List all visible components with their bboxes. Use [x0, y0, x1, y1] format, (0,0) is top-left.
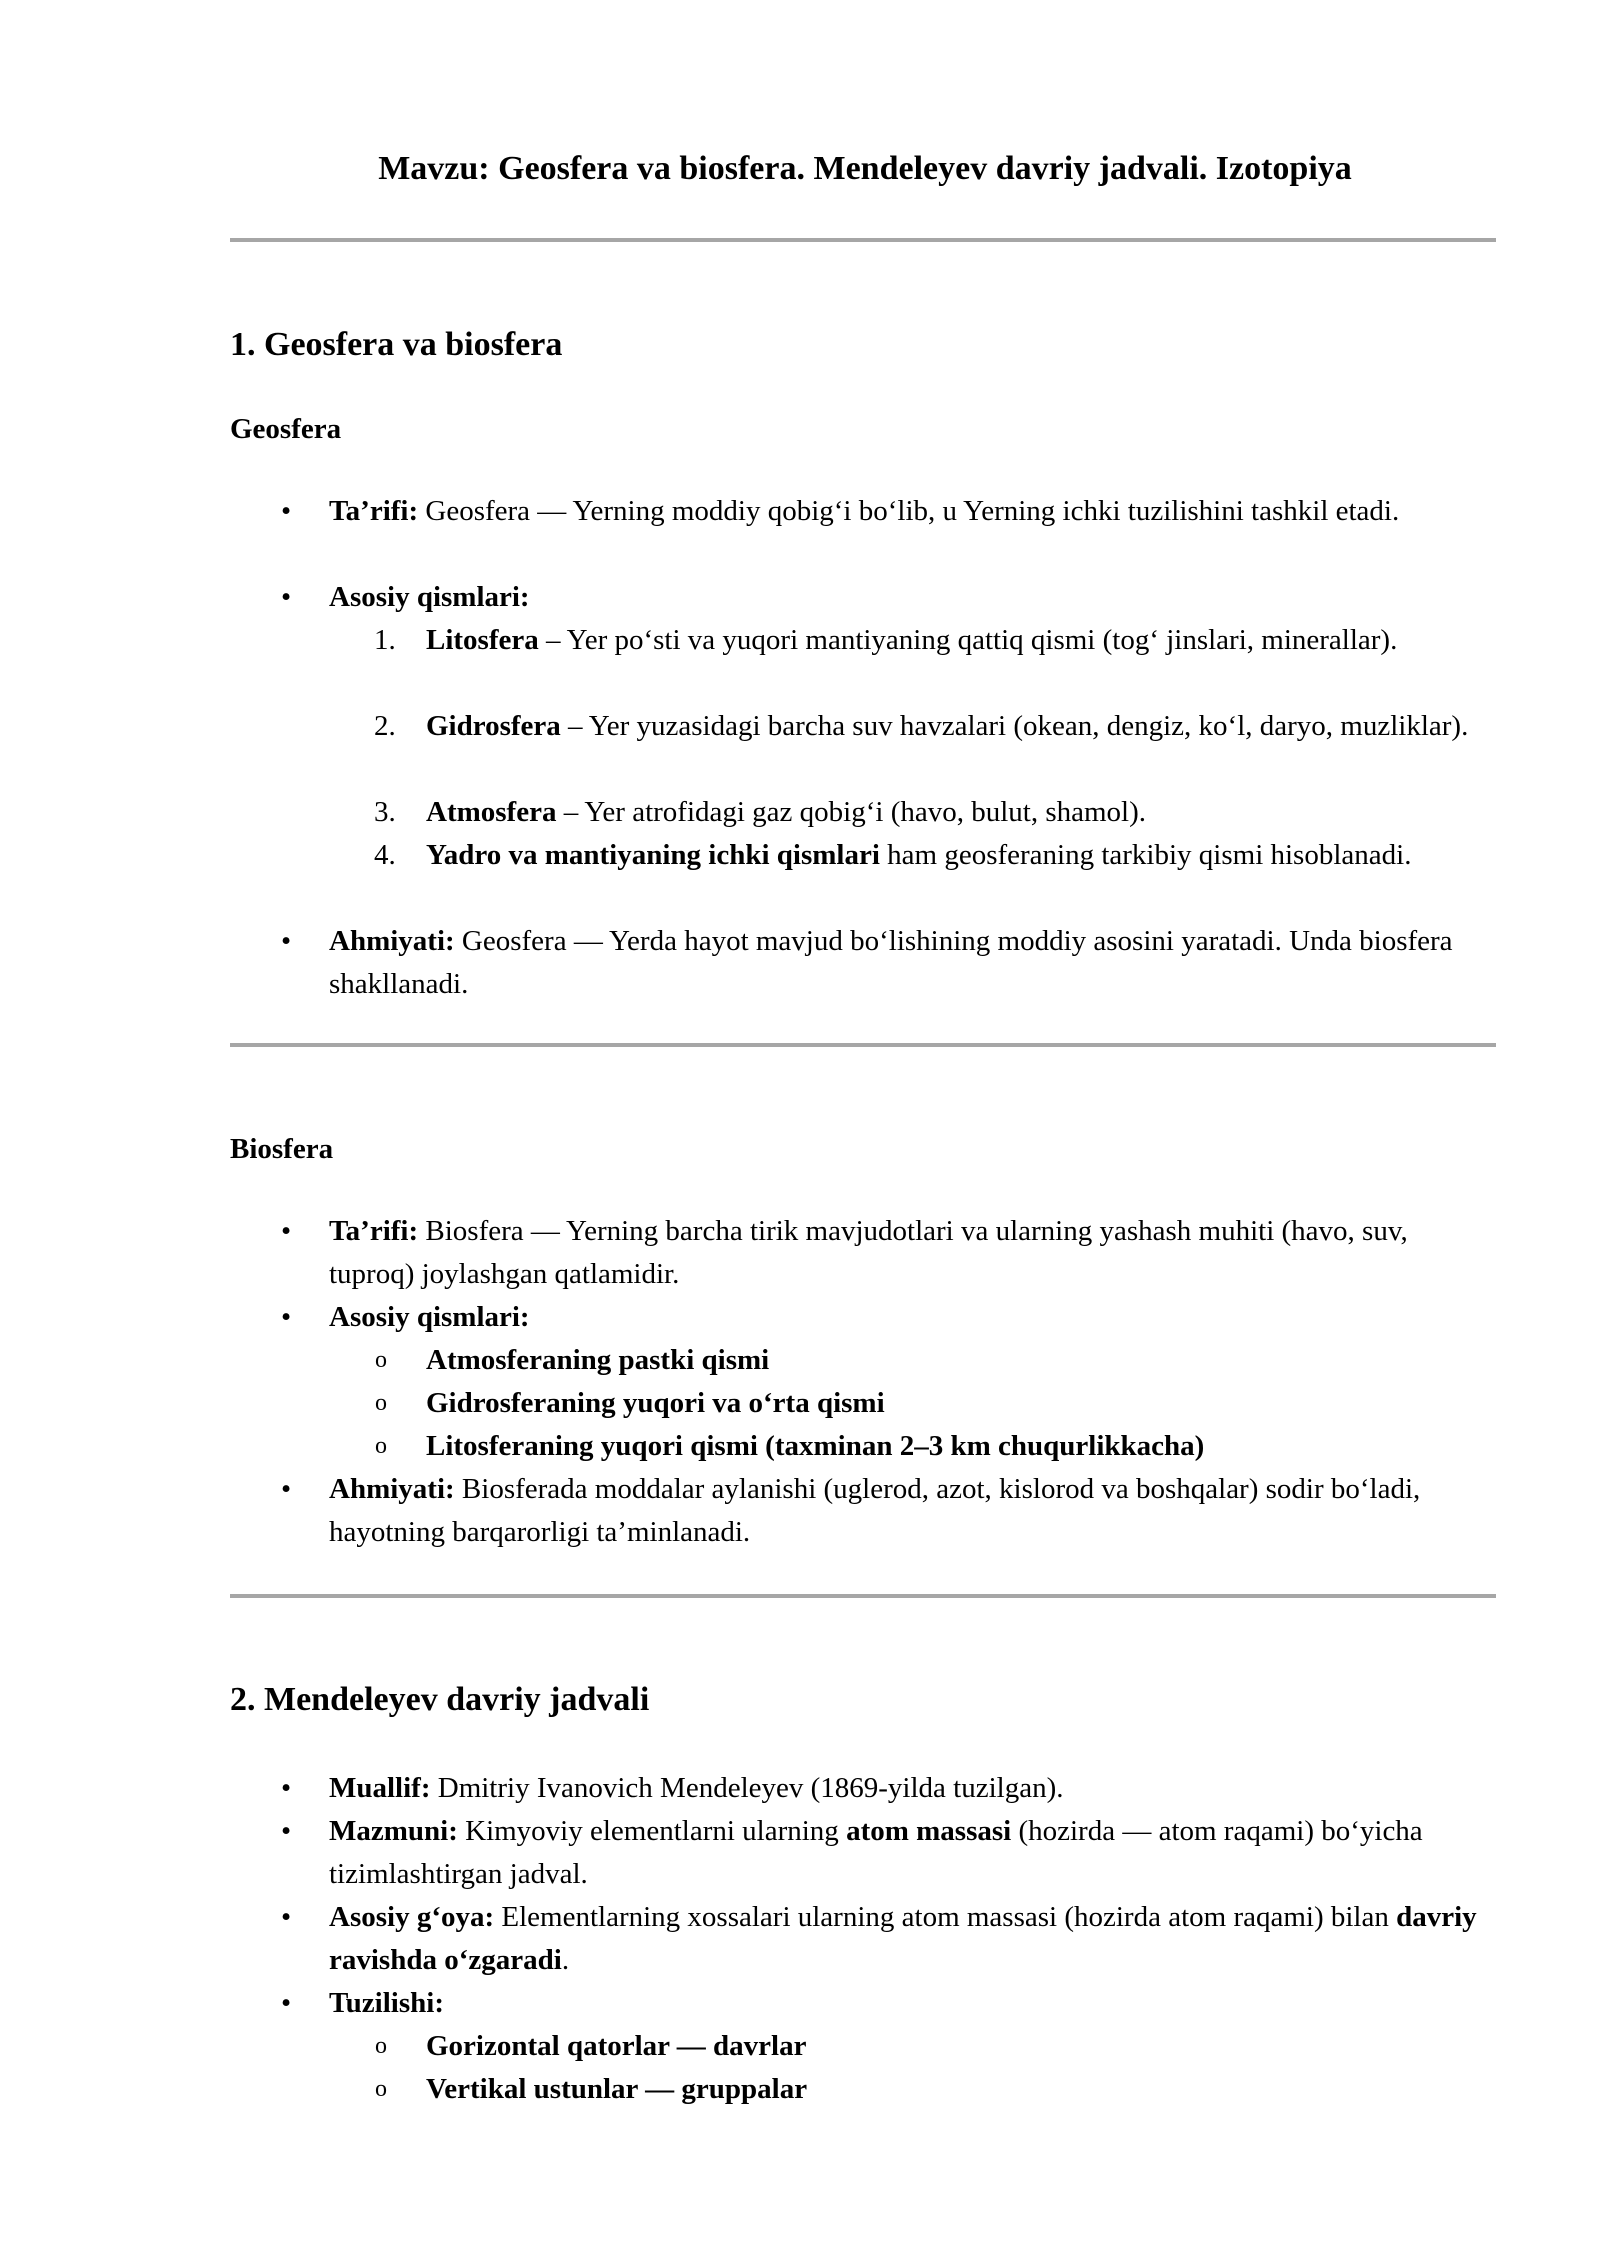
label: Asosiy qismlari: — [329, 581, 530, 613]
text: Biosfera — Yerning barcha tirik mavjudotlari va ularning yashash muhiti (havo, suv, tuproq) joylashgan qatlamidir. — [329, 1215, 1408, 1290]
list-item-content — [329, 1810, 1489, 1896]
term: Gidrosfera — [426, 710, 561, 742]
text: Geosfera — Yerning moddiy qobig‘i bo‘lib, u Yerning ichki tuzilishini tashkil etadi. — [418, 495, 1400, 527]
page-title: Mavzu: Geosfera va biosfera. Mendeleyev davriy jadvali. Izotopiya — [378, 150, 1352, 187]
list-item-bio-part — [426, 1382, 1488, 1425]
text: (hozirda — atom raqami) bo‘yicha tizimlashtirgan jadval. — [329, 1815, 1423, 1890]
label: Ahmiyati: — [329, 925, 455, 957]
label: Asosiy qismlari: — [329, 1301, 530, 1333]
list-item-biosfera-definition — [329, 1210, 1489, 1296]
text: – Yer yuzasidagi barcha suv havzalari (okean, dengiz, ko‘l, daryo, muzliklar). — [560, 710, 1469, 742]
term: Atmosfera — [426, 796, 557, 828]
list-item-author — [329, 1767, 1489, 1810]
text: – Yer po‘sti va yuqori mantiyaning qattiq qismi (tog‘ jinslari, minerallar). — [538, 624, 1398, 656]
sub-bullet-marker: o — [375, 2076, 387, 2102]
text: Elementlarning xossalari ularning atom massasi (hozirda atom raqami) bilan — [494, 1901, 1397, 1933]
label: Ahmiyati: — [329, 1473, 455, 1505]
label: Asosiy g‘oya: — [329, 1901, 495, 1933]
divider — [230, 1043, 1496, 1047]
label: Muallif: — [329, 1772, 431, 1804]
list-item-biosfera-parts — [329, 1296, 1489, 1339]
bullet-marker: • — [281, 1215, 292, 1247]
section-heading-mendeleyev: 2. Mendeleyev davriy jadvali — [230, 1681, 650, 1718]
list-number: 1. — [374, 624, 396, 656]
list-item-yadro — [426, 834, 1488, 877]
subheading-biosfera: Biosfera — [230, 1133, 334, 1165]
sub-bullet-marker: o — [375, 1347, 387, 1373]
list-item-structure-part — [426, 2025, 1488, 2068]
list-item-geosfera-parts — [329, 576, 1489, 619]
bullet-marker: • — [281, 1987, 292, 2019]
list-item-geosfera-definition — [329, 490, 1489, 533]
term: Yadro va mantiyaning ichki qismlari — [426, 839, 880, 871]
list-item-biosfera-importance — [329, 1468, 1489, 1554]
list-item-geosfera-importance — [329, 920, 1489, 1006]
list-item-bio-part — [426, 1425, 1488, 1468]
bullet-marker: • — [281, 925, 292, 957]
list-number: 3. — [374, 796, 396, 828]
list-item-litosfera — [426, 619, 1488, 662]
bullet-marker: • — [281, 495, 292, 527]
bullet-marker: • — [281, 1473, 292, 1505]
list-number: 2. — [374, 710, 396, 742]
list-number: 4. — [374, 839, 396, 871]
subheading-geosfera: Geosfera — [230, 413, 342, 445]
bullet-marker: • — [281, 1815, 292, 1847]
section-heading-geosfera-biosfera: 1. Geosfera va biosfera — [230, 326, 563, 363]
text: Atmosferaning pastki qismi — [426, 1344, 770, 1376]
list-item-structure — [329, 1982, 1489, 2025]
bullet-marker: • — [281, 1301, 292, 1333]
divider — [230, 1594, 1496, 1598]
text: Gorizontal qatorlar — davrlar — [426, 2030, 807, 2062]
list-item-main-idea — [329, 1896, 1489, 1982]
text: Geosfera — Yerda hayot mavjud bo‘lishining moddiy asosini yaratadi. Unda biosfera shakllanadi. — [329, 925, 1453, 1000]
bullet-marker: • — [281, 1772, 292, 1804]
divider — [230, 238, 1496, 242]
bullet-marker: • — [281, 1901, 292, 1933]
text: ham geosferaning tarkibiy qismi hisoblanadi. — [879, 839, 1412, 871]
text: Dmitriy Ivanovich Mendeleyev (1869-yilda tuzilgan). — [430, 1772, 1064, 1804]
emphasis: atom massasi — [846, 1815, 1012, 1847]
sub-bullet-marker: o — [375, 1390, 387, 1416]
label: Tuzilishi: — [329, 1987, 444, 2019]
term: Litosfera — [426, 624, 539, 656]
label: Ta’rifi: — [329, 495, 419, 527]
list-item-structure-part — [426, 2068, 1488, 2111]
text: Biosferada moddalar aylanishi (uglerod, azot, kislorod va boshqalar) sodir bo‘ladi, hayotning barqarorligi ta’minlanadi. — [329, 1473, 1421, 1548]
label: Ta’rifi: — [329, 1215, 419, 1247]
sub-bullet-marker: o — [375, 1433, 387, 1459]
list-item-bio-part — [426, 1339, 1488, 1382]
emphasis: davriy ravishda o‘zgaradi — [329, 1901, 1477, 1976]
label: Mazmuni: — [329, 1815, 458, 1847]
sub-bullet-marker: o — [375, 2033, 387, 2059]
text: – Yer atrofidagi gaz qobig‘i (havo, bulut, shamol). — [556, 796, 1147, 828]
list-item-gidrosfera — [426, 705, 1488, 748]
list-item-atmosfera — [426, 791, 1488, 834]
text: Kimyoviy elementlarni ularning — [457, 1815, 847, 1847]
text: . — [561, 1944, 570, 1976]
text: Litosferaning yuqori qismi (taxminan 2–3 km chuqurlikkacha) — [426, 1430, 1205, 1462]
bullet-marker: • — [281, 581, 292, 613]
text: Vertikal ustunlar — gruppalar — [426, 2073, 808, 2105]
text: Gidrosferaning yuqori va o‘rta qismi — [426, 1387, 885, 1419]
